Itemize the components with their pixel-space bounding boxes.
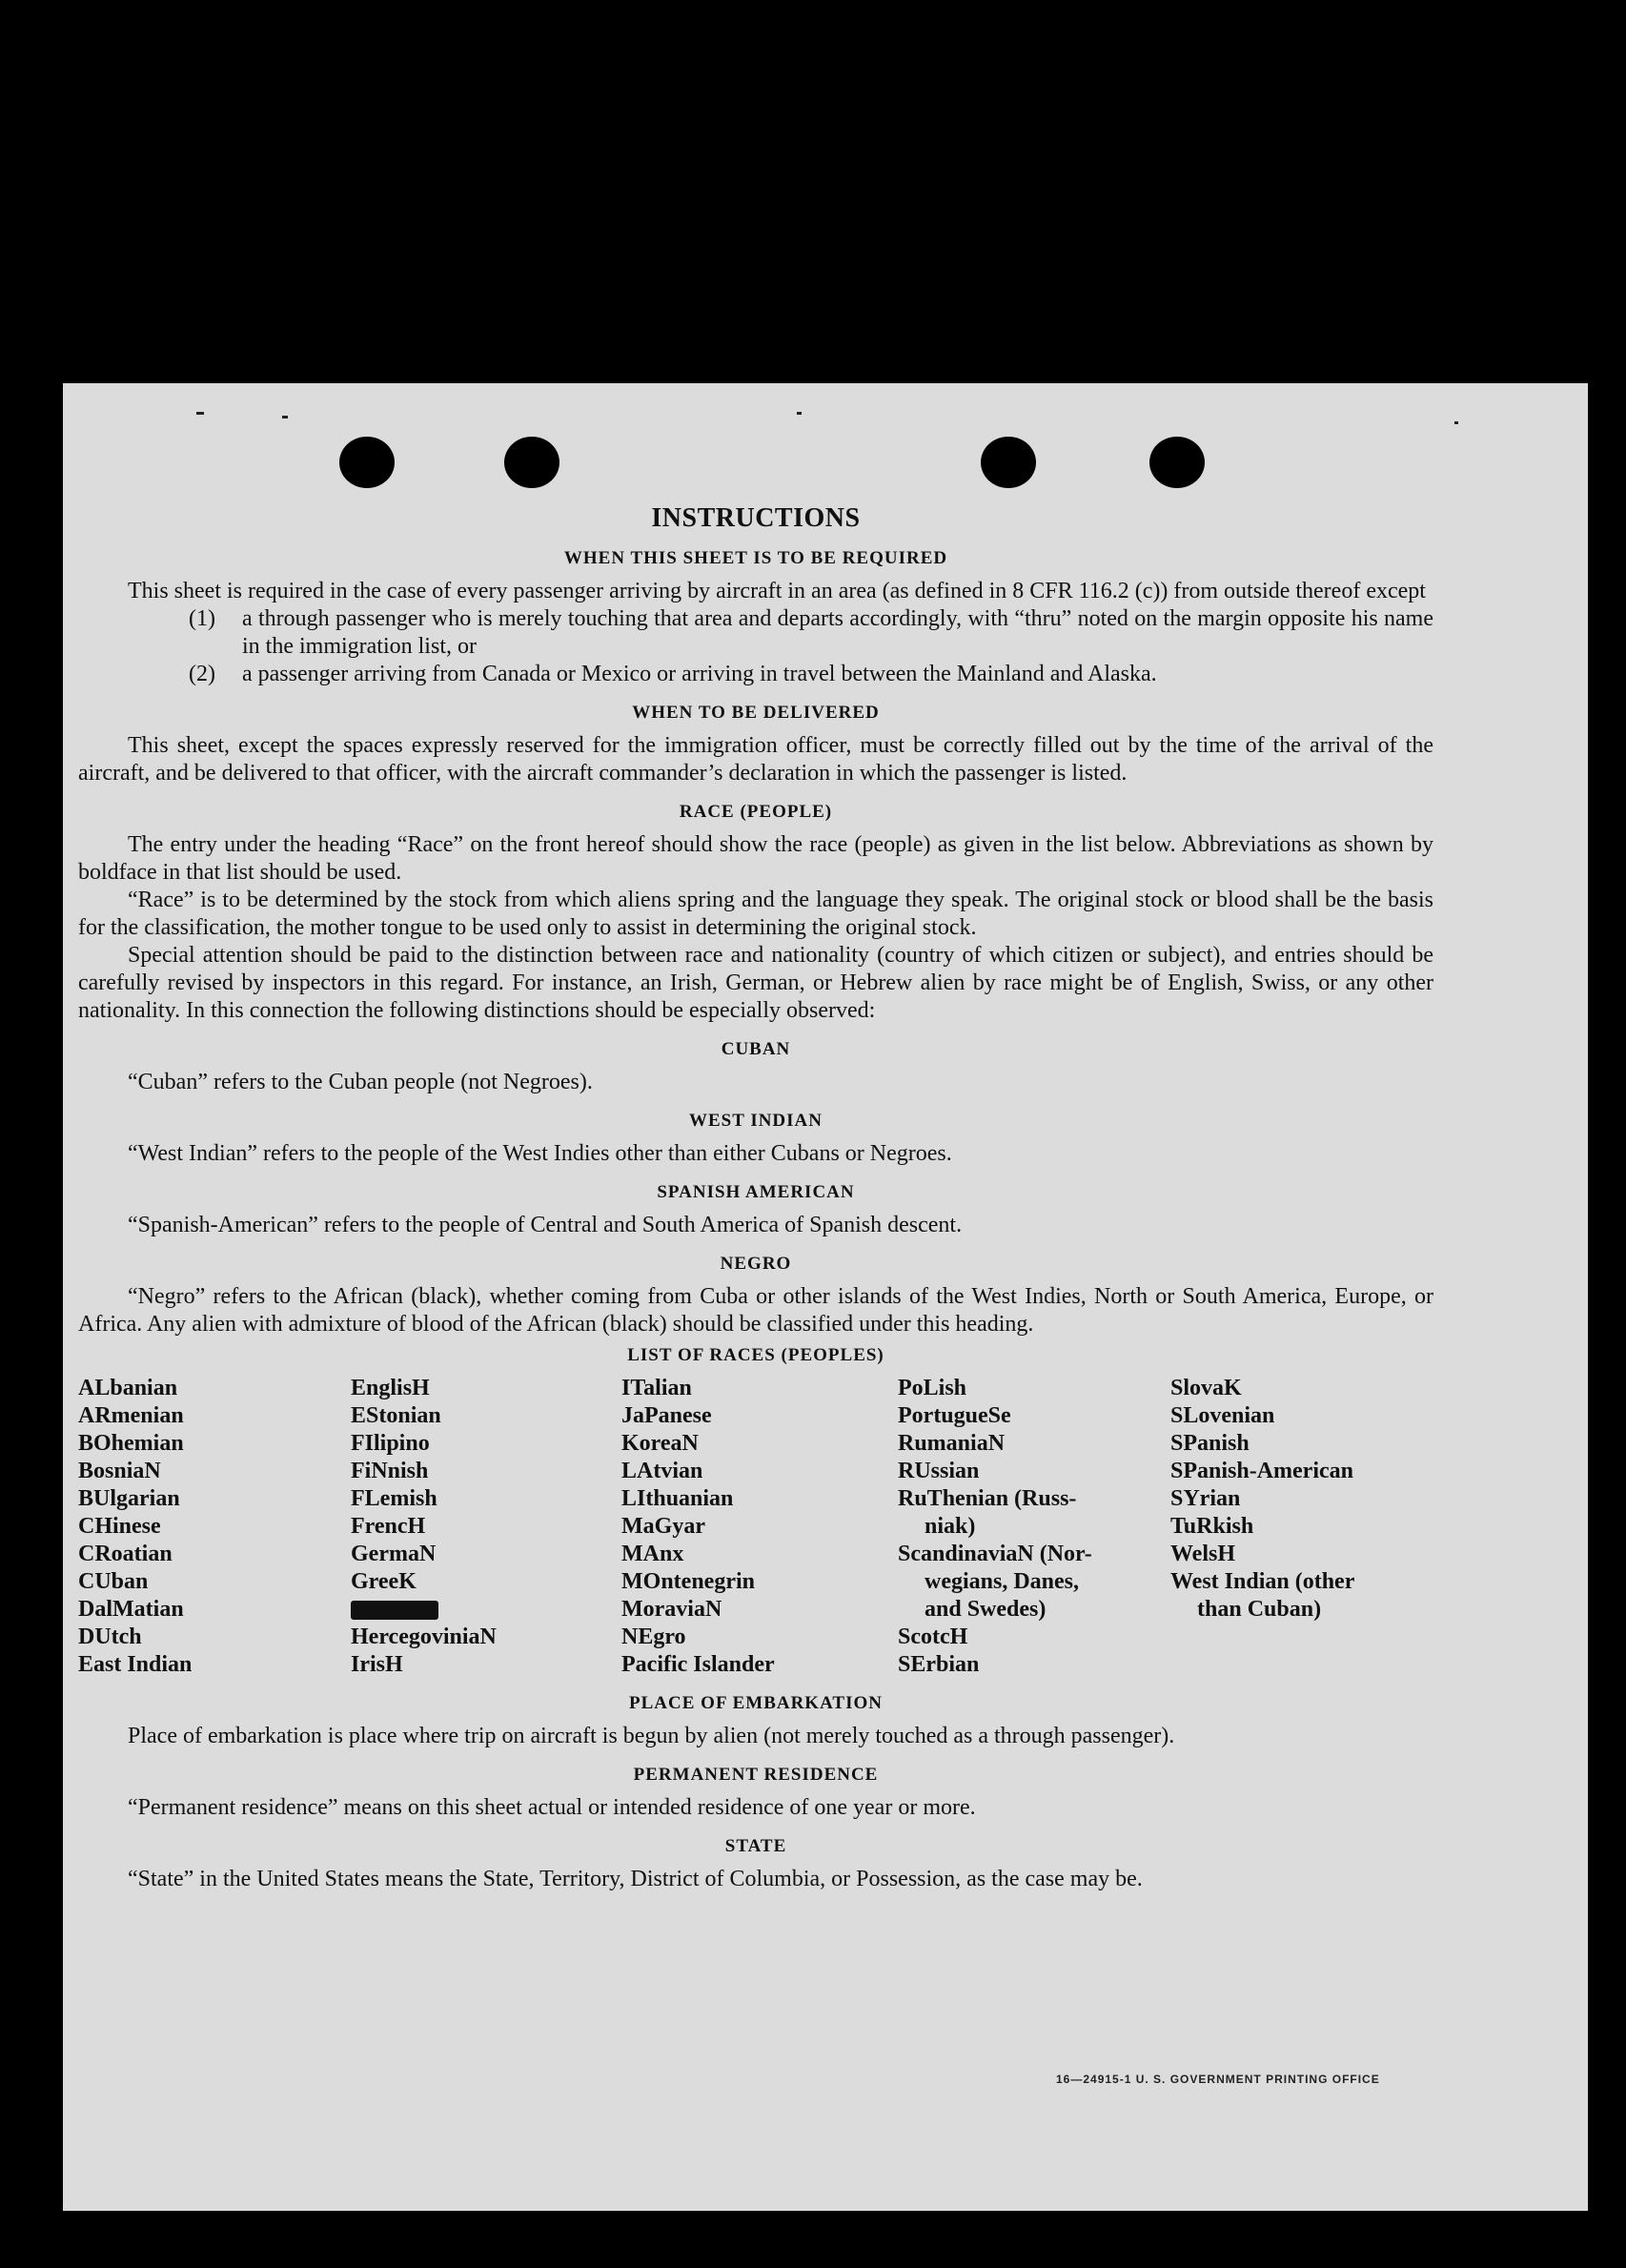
race-entry: FLemish: [351, 1486, 437, 1511]
section-heading: RACE (PEOPLE): [679, 802, 833, 822]
printing-office-note: 16—24915-1 U. S. GOVERNMENT PRINTING OFFICE: [1056, 2073, 1380, 2086]
race-entry: KoreaN: [621, 1431, 699, 1456]
race-entry: JaPanese: [621, 1403, 712, 1428]
speck: [1454, 421, 1458, 424]
race-entry: CRoatian: [78, 1542, 173, 1566]
paragraph: “Permanent residence” means on this sheet actual or intended residence of one year or more.: [128, 1795, 976, 1820]
race-column: [898, 1375, 1170, 1679]
section-heading: WHEN TO BE DELIVERED: [632, 703, 880, 723]
list-item: [78, 605, 1433, 661]
race-entry: EnglisH: [351, 1376, 430, 1400]
section-heading: STATE: [724, 1836, 787, 1856]
list-item: [78, 661, 1433, 688]
speck: [196, 412, 204, 415]
redacted-entry: [351, 1596, 621, 1624]
list-text: a through passenger who is merely touching that area and departs accordingly, with “thru” noted on the margin opposite his name in the immigration list, or: [242, 606, 1433, 659]
speck: [282, 416, 288, 419]
paragraph: “West Indian” refers to the people of the West Indies other than either Cubans or Negroes.: [128, 1141, 952, 1166]
paragraph: This sheet, except the spaces expressly reserved for the immigration officer, must be correctly filled out by the time of the arrival of the aircraft, and be delivered to that officer, with the aircraft commander’s declaration in which the passenger is listed.: [78, 733, 1433, 786]
race-entry: SlovaK: [1170, 1376, 1242, 1400]
section-heading: PERMANENT RESIDENCE: [633, 1765, 879, 1785]
instruction-sheet: [63, 383, 1588, 2211]
race-entry: wegians, Danes,: [925, 1569, 1080, 1594]
list-text: a passenger arriving from Canada or Mexico or arriving in travel between the Mainland and Alaska.: [242, 662, 1157, 686]
race-entry: DalMatian: [78, 1597, 184, 1622]
race-entry: GreeK: [351, 1569, 417, 1594]
punch-hole: [1149, 437, 1205, 488]
race-entry: RumaniaN: [898, 1431, 1006, 1456]
paragraph: “State” in the United States means the State, Territory, District of Columbia, or Possession, as the case may be.: [128, 1867, 1143, 1891]
race-entry: ScandinaviaN (Nor-: [898, 1542, 1092, 1566]
race-entry: SLovenian: [1170, 1403, 1275, 1428]
race-entry: ITalian: [621, 1376, 692, 1400]
race-entry: SErbian: [898, 1652, 980, 1677]
race-list: [78, 1375, 1433, 1679]
race-column: [1170, 1375, 1428, 1679]
race-entry: ALbanian: [78, 1376, 178, 1400]
race-entry: SPanish-American: [1170, 1459, 1353, 1483]
speck: [797, 412, 802, 415]
race-entry: GermaN: [351, 1542, 437, 1566]
race-entry: LIthuanian: [621, 1486, 734, 1511]
race-entry: MAnx: [621, 1542, 684, 1566]
punch-hole: [504, 437, 559, 488]
race-entry: than Cuban): [1197, 1597, 1322, 1622]
race-entry: NEgro: [621, 1624, 686, 1649]
paragraph: “Cuban” refers to the Cuban people (not Negroes).: [128, 1070, 593, 1094]
race-column: [78, 1375, 351, 1679]
section-heading: PLACE OF EMBARKATION: [629, 1693, 883, 1713]
race-entry: BOhemian: [78, 1431, 184, 1456]
race-entry: FrencH: [351, 1514, 426, 1539]
section-heading: CUBAN: [721, 1039, 791, 1059]
race-entry: HercegoviniaN: [351, 1624, 497, 1649]
race-entry: TuRkish: [1170, 1514, 1254, 1539]
race-entry: WelsH: [1170, 1542, 1236, 1566]
race-entry: MoraviaN: [621, 1597, 722, 1622]
paragraph: The entry under the heading “Race” on the front hereof should show the race (people) as given in the list below. Abbreviations as shown by boldface in that list should be used.: [78, 832, 1433, 885]
race-entry: and Swedes): [925, 1597, 1047, 1622]
race-entry: FiNnish: [351, 1459, 429, 1483]
list-number: (1): [189, 606, 215, 631]
punch-hole: [981, 437, 1036, 488]
race-entry: IrisH: [351, 1652, 403, 1677]
race-entry: CHinese: [78, 1514, 161, 1539]
race-entry: CUban: [78, 1569, 149, 1594]
race-entry: niak): [925, 1514, 976, 1539]
race-entry: BUlgarian: [78, 1486, 180, 1511]
race-entry: SYrian: [1170, 1486, 1241, 1511]
paragraph: “Race” is to be determined by the stock from which aliens spring and the language they speak. The original stock or blood shall be the basis for the classification, the mother tongue to be used only to assist in determining the original stock.: [78, 888, 1433, 940]
section-heading: SPANISH AMERICAN: [657, 1182, 855, 1202]
race-entry: EStonian: [351, 1403, 441, 1428]
page-title: INSTRUCTIONS: [651, 503, 861, 533]
instructions-content: [78, 503, 1433, 1893]
section-heading: LIST OF RACES (PEOPLES): [627, 1345, 884, 1365]
list-number: (2): [189, 662, 215, 686]
paragraph: Place of embarkation is place where trip on aircraft is begun by alien (not merely touched as a through passenger).: [128, 1724, 1175, 1748]
race-entry: PoLish: [898, 1376, 967, 1400]
race-entry: ScotcH: [898, 1624, 968, 1649]
paragraph: “Spanish-American” refers to the people of Central and South America of Spanish descent.: [128, 1213, 963, 1237]
race-entry: BosniaN: [78, 1459, 161, 1483]
section-heading: WHEN THIS SHEET IS TO BE REQUIRED: [563, 548, 948, 568]
race-entry: ARmenian: [78, 1403, 184, 1428]
race-entry: LAtvian: [621, 1459, 703, 1483]
race-entry: MOntenegrin: [621, 1569, 755, 1594]
section-heading: WEST INDIAN: [689, 1111, 823, 1131]
race-entry: RUssian: [898, 1459, 980, 1483]
redaction-mark: [351, 1601, 438, 1620]
punch-hole: [339, 437, 395, 488]
race-column: [621, 1375, 898, 1679]
race-entry: RuThenian (Russ-: [898, 1486, 1077, 1511]
race-entry: PortugueSe: [898, 1403, 1011, 1428]
race-entry: MaGyar: [621, 1514, 705, 1539]
race-entry: Pacific Islander: [621, 1652, 775, 1677]
race-column: [351, 1375, 621, 1679]
race-entry: FIlipino: [351, 1431, 430, 1456]
race-entry: SPanish: [1170, 1431, 1250, 1456]
race-entry: East Indian: [78, 1652, 193, 1677]
race-entry: DUtch: [78, 1624, 142, 1649]
race-entry: West Indian (other: [1170, 1569, 1355, 1594]
paragraph: “Negro” refers to the African (black), whether coming from Cuba or other islands of the West Indies, North or South America, Europe, or Africa. Any alien with admixture of blood of the African (black) should be classified under this heading.: [78, 1284, 1433, 1337]
section-heading: NEGRO: [720, 1254, 792, 1274]
paragraph: Special attention should be paid to the distinction between race and nationality (country of which citizen or subject), and entries should be carefully revised by inspectors in this regard. For instance, an Irish, German, or Hebrew alien by race might be of English, Swiss, or any other nationality. In this connection the following distinctions should be especially observed:: [78, 943, 1433, 1023]
paragraph: This sheet is required in the case of every passenger arriving by aircraft in an area (as defined in 8 CFR 116.2 (c)) from outside thereof except: [128, 579, 1426, 603]
